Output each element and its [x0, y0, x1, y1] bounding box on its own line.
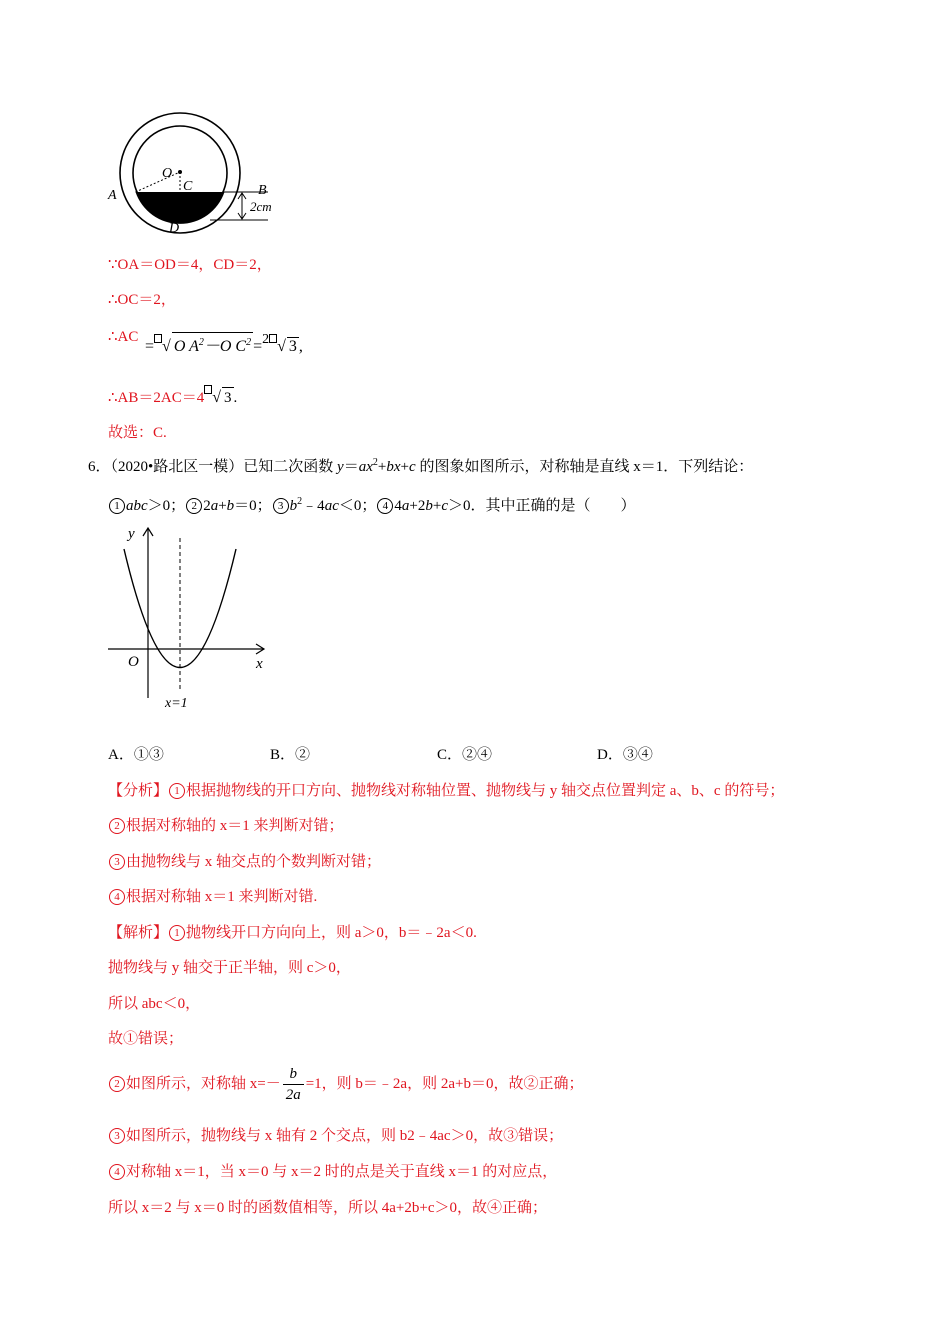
prev-line-3	[108, 327, 138, 347]
question-6-stem: 6．（2020•路北区一模）已知二次函数 $y=ax^2+bx+c$ 的图象如图所示，对称轴是直线 x＝1．下列结论：	[88, 457, 754, 475]
question-number: 6．	[88, 459, 111, 475]
circle-figure	[100, 108, 290, 238]
option-d[interactable]: D．③④	[597, 747, 653, 763]
label-O: O	[162, 166, 173, 181]
solution-line-7: 4 对称轴 x＝1，当 x＝0 与 x＝2 时的点是关于直线 x＝1 的对应点，	[108, 1162, 557, 1182]
solution-line-5: 2 如图所示，对称轴 x=－ $\frac{b}{2a}$ =1，则 b＝﹣2a，则 2a+b＝0，故②正确；	[108, 1064, 583, 1105]
label-D: D	[169, 221, 180, 236]
label-A: A	[108, 188, 117, 203]
solution-tag: 【解析】	[108, 925, 169, 941]
ac-radicand: O $A^2-O$ $C^2$	[172, 332, 253, 356]
question-6-conclusions: 1 abc＞0； 2 2a+b＝0； 3 $b^2﹣4ac<0$； 4 4a+2b+c＞0．其中正确的是（ ）	[108, 496, 636, 516]
analysis-line-2: 2 根据对称轴的 x＝1 来判断对错；	[108, 816, 344, 836]
ac-formula: = √ O $A^2-O$ $C^2 =^2$ √ 3 ,	[145, 332, 303, 355]
solution-line-6: 3 如图所示，抛物线与 x 轴有 2 个交点，则 b2﹣4ac＞0，故③错误；	[108, 1126, 563, 1146]
analysis-line-4: 4 根据对称轴 x＝1 来判断对错.	[108, 887, 317, 907]
parabola-figure	[104, 520, 274, 716]
label-B: B	[258, 183, 267, 198]
solution-line-8: 所以 x＝2 与 x＝0 时的函数值相等，所以 4a+2b+c＞0，故④正确；	[108, 1200, 547, 1216]
ac-coef: 2	[262, 332, 270, 347]
analysis-line-3: 3 由抛物线与 x 轴交点的个数判断对错；	[108, 852, 381, 872]
radius-OA	[136, 172, 181, 192]
label-C: C	[183, 179, 193, 194]
conclusions-suffix: ．其中正确的是（ ）	[470, 498, 636, 514]
ab-rad: 3	[222, 387, 234, 408]
solution-line-2: 抛物线与 y 轴交于正半轴，则 c＞0，	[108, 960, 351, 976]
option-b[interactable]: B．②	[270, 747, 311, 763]
analysis-tag: 【分析】	[108, 783, 169, 799]
ab-prefix: ∴AB＝2AC＝4	[108, 390, 205, 406]
prev-line-2: ∴OC＝2，	[108, 292, 176, 308]
label-x: x	[256, 656, 263, 672]
ac-result-rad: 3	[288, 338, 297, 355]
stem-prefix: 已知二次函数	[243, 459, 338, 475]
solution-line-1: 【解析】 1 抛物线开口方向向上，则 a＞0，b＝﹣2a＜0.	[108, 925, 477, 941]
option-c[interactable]: C．②④	[437, 747, 493, 763]
option-a[interactable]: A．①③	[108, 747, 164, 763]
label-symmetry-axis: x=1	[165, 696, 188, 711]
fraction-b-over-2a: $\frac{b}{2a}$	[283, 1064, 304, 1105]
prev-answer: 故选：C.	[108, 425, 167, 441]
label-origin: O	[128, 654, 139, 670]
solution-line-4: 故①错误；	[108, 1031, 184, 1047]
stem-suffix: 的图象如图所示，对称轴是直线 x＝1．下列结论：	[415, 459, 754, 475]
label-2cm: 2cm	[250, 199, 272, 214]
question-source: （2020•路北区一模）	[110, 459, 244, 475]
solution-line-3: 所以 abc＜0，	[108, 996, 201, 1012]
ac-prefix: ∴AC	[108, 329, 139, 345]
analysis-line-1: 【分析】 1 根据抛物线的开口方向、抛物线对称轴位置、抛物线与 y 轴交点位置判定 a、b、c 的符号；	[108, 783, 785, 799]
center-point	[178, 170, 182, 174]
prev-line-1: ∵OA＝OD＝4，CD＝2，	[108, 257, 272, 273]
water-segment	[136, 192, 225, 224]
prev-line-4: ∴AB＝2AC＝4 √ 3 .	[108, 385, 237, 408]
label-y: y	[128, 526, 135, 542]
